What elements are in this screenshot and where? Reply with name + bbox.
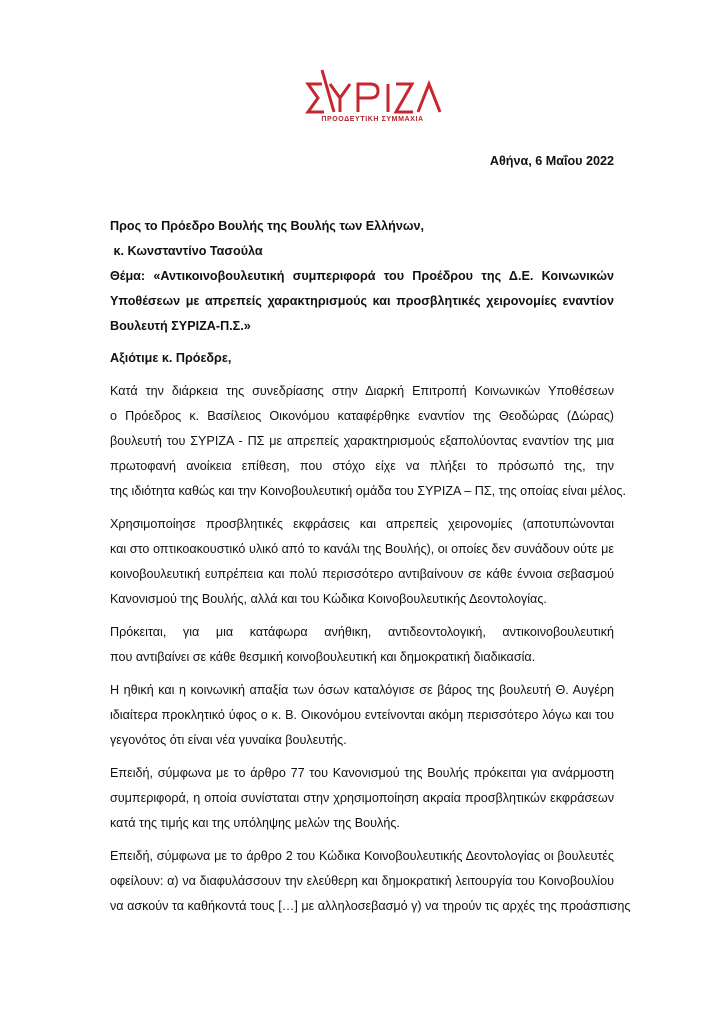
paragraph-line: κατά της τιμής και της υπόληψης μελών της Βουλής.: [110, 816, 400, 830]
recipient-line: κ. Κωνσταντίνο Τασούλα: [110, 244, 263, 258]
subject-line: Βουλευτή ΣΥΡΙΖΑ-Π.Σ.»: [110, 319, 251, 333]
salutation: Αξιότιμε κ. Πρόεδρε,: [110, 351, 232, 365]
paragraph: [110, 379, 626, 504]
paragraph-line: Επειδή, σύμφωνα με το άρθρο 2 του Κώδικα Κοινοβουλευτικής Δεοντολογίας οι βουλευτές: [110, 849, 614, 863]
paragraph-line: συμπεριφορά, η οποία συνίσταται στην χρησιμοποίηση ακραία προσβλητικών εκφράσεων: [110, 791, 614, 805]
subject-line: Υποθέσεων με απρεπείς χαρακτηρισμούς και προσβλητικές χειρονομίες εναντίον: [110, 294, 614, 308]
subject-line: Θέμα: «Αντικοινοβουλευτική συμπεριφορά του Προέδρου της Δ.Ε. Κοινωνικών: [110, 269, 614, 283]
logo-tagline: ΠΡΟΟΔΕΥΤΙΚΗ ΣΥΜΜΑΧΙΑ: [321, 116, 424, 123]
paragraph-line: ο Πρόεδρος κ. Βασίλειος Οικονόμου καταφέρθηκε εναντίον της Θεοδώρας (Δώρας): [110, 409, 614, 423]
paragraph: [110, 512, 614, 612]
paragraph-line: πρωτοφανή ανοίκεια επίθεση, που στόχο είχε να πλήξει το πρόσωπό της, την: [110, 459, 614, 473]
paragraph-line: βουλευτή του ΣΥΡΙΖΑ - ΠΣ με απρεπείς χαρακτηρισμούς εξαπολύοντας εναντίον της μια: [110, 434, 614, 448]
paragraph-line: γεγονότος ότι είναι νέα γυναίκα βουλευτής.: [110, 733, 347, 747]
paragraph-line: ιδιαίτερα προκλητικό ύφος ο κ. Β. Οικονόμου εντείνονται ακόμη περισσότερο λόγω και του: [110, 708, 614, 722]
paragraph-line: και στο οπτικοακουστικό υλικό από το κανάλι της Βουλής), οι οποίες δεν συνάδουν ούτε με: [110, 542, 614, 556]
paragraph-line: οφείλουν: α) να διαφυλάσσουν την ελεύθερη και δημοκρατική λειτουργία του Κοινοβουλίου: [110, 874, 614, 888]
paragraph: [110, 678, 614, 753]
paragraph-line: Πρόκειται, για μια κατάφωρα ανήθικη, αντιδεοντολογική, αντικοινοβουλευτική: [110, 625, 614, 639]
letter-body: [110, 379, 631, 927]
letter-date: Αθήνα, 6 Μαΐου 2022: [489, 154, 614, 168]
paragraph: [110, 844, 631, 919]
paragraph-line: Επειδή, σύμφωνα με το άρθρο 77 του Κανονισμού της Βουλής πρόκειται για ανάρμοστη: [110, 766, 614, 780]
paragraph-line: που αντιβαίνει σε κάθε θεσμική κοινοβουλευτική και δημοκρατική διαδικασία.: [110, 650, 536, 664]
paragraph-line: Κατά την διάρκεια της συνεδρίασης στην Διαρκή Επιτροπή Κοινωνικών Υποθέσεων: [110, 384, 614, 398]
paragraph-line: να ασκούν τα καθήκοντά τους […] με αλληλοσεβασμό γ) να τηρούν τις αρχές της προάσπισης: [110, 899, 631, 913]
paragraph-line: Χρησιμοποίησε προσβλητικές εκφράσεις και απρεπείς χειρονομίες (αποτυπώνονται: [110, 517, 614, 531]
paragraph-line: Η ηθική και η κοινωνική απαξία των όσων καταλόγισε σε βάρος της βουλευτή Θ. Αυγέρη: [110, 683, 614, 697]
recipient-line: Προς το Πρόεδρο Βουλής της Βουλής των Ελλήνων,: [110, 219, 425, 233]
letter-header: [110, 214, 614, 371]
paragraph: [110, 620, 614, 670]
paragraph-line: της ιδιότητα καθώς και την Κοινοβουλευτική ομάδα του ΣΥΡΙΖΑ – ΠΣ, της οποίας είναι μέλος.: [110, 484, 626, 498]
paragraph-line: κοινοβουλευτική ευπρέπεια και πολύ περισσότερο αντιβαίνουν σε κάθε έννοια σεβασμού: [110, 567, 614, 581]
paragraph-line: Κανονισμού της Βουλής, αλλά και του Κώδικα Κοινοβουλευτικής Δεοντολογίας.: [110, 592, 547, 606]
paragraph: [110, 761, 614, 836]
